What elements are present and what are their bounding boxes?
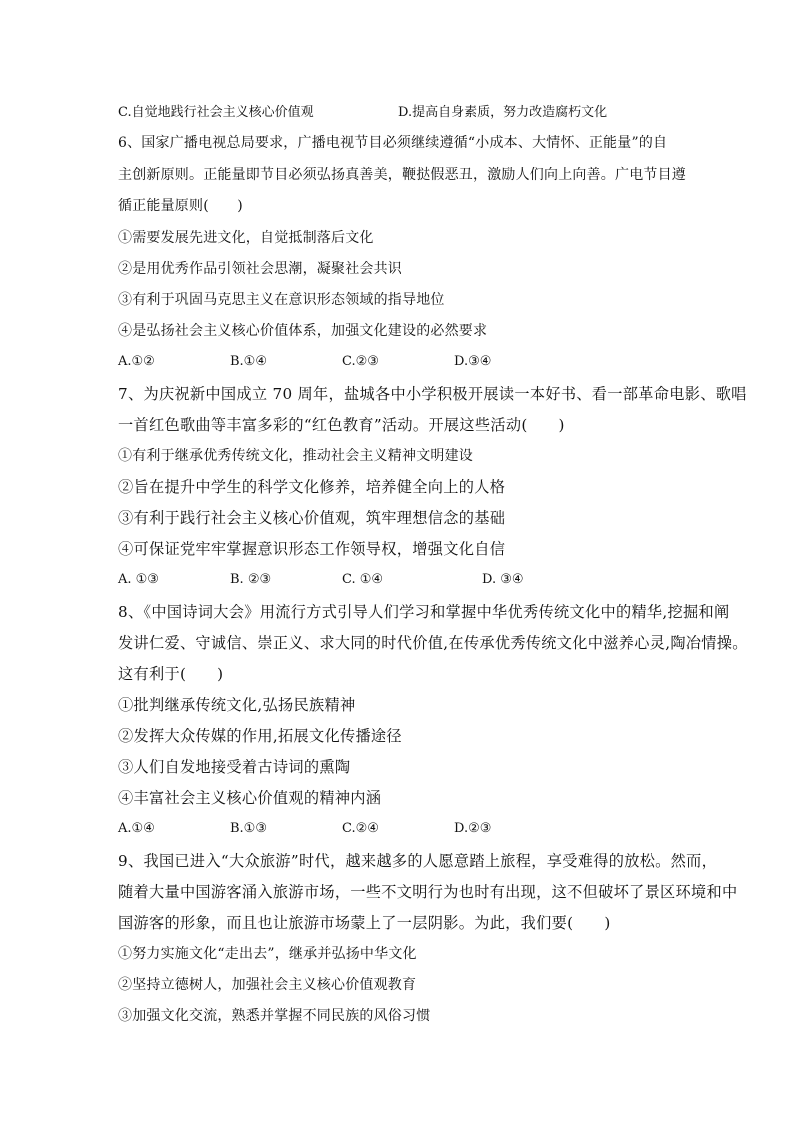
q6-option-c: C.②③ [342, 354, 379, 369]
q6-option-d: D.③④ [454, 354, 492, 369]
q9-item: ③加强文化交流，熟悉并掌握不同民族的风俗习惯 [118, 1008, 431, 1024]
prev-option-c: C.自觉地践行社会主义核心价值观 [118, 105, 314, 120]
q8-item: ②发挥大众传媒的作用,拓展文化传播途径 [118, 727, 402, 745]
q8-stem-line: 这有利于( ) [118, 665, 224, 683]
q7-option-b: B. ②③ [230, 572, 272, 587]
q9-item: ②坚持立德树人，加强社会主义核心价值观教育 [118, 977, 417, 993]
q6-stem-line: 主创新原则。正能量即节目必须弘扬真善美，鞭挞假恶丑，激励人们向上向善。广电节目遵 [118, 167, 686, 183]
q7-option-c: C. ①④ [342, 572, 384, 587]
q8-item: ④丰富社会主义核心价值观的精神内涵 [118, 789, 382, 807]
q6-option-b: B.①④ [230, 354, 267, 369]
q7-option-a: A. ①③ [118, 572, 159, 587]
q6-stem-line: 6、国家广播电视总局要求，广播电视节目必须继续遵循“小成本、大情怀、正能量”的自 [118, 135, 668, 151]
q8-option-b: B.①③ [230, 821, 267, 836]
q6-option-a: A.①② [118, 354, 155, 369]
q7-stem-line: 7、为庆祝新中国成立 70 周年，盐城各中小学积极开展读一本好书、看一部革命电影、歌唱 [118, 385, 747, 403]
q9-stem-line: 随着大量中国游客涌入旅游市场，一些不文明行为也时有出现，这不但破坏了景区环境和中 [118, 883, 738, 901]
q7-item: ①有利于继承优秀传统文化，推动社会主义精神文明建设 [118, 448, 473, 464]
q6-item: ③有利于巩固马克思主义在意识形态领域的指导地位 [118, 292, 445, 308]
q7-item: ④可保证党牢牢掌握意识形态工作领导权，增强文化自信 [118, 540, 506, 558]
prev-option-d: D.提高自身素质，努力改造腐朽文化 [398, 105, 608, 120]
q8-item: ③人们自发地接受着古诗词的熏陶 [118, 758, 351, 776]
q7-option-d: D. ③④ [482, 572, 524, 587]
q9-item: ①努力实施文化“走出去”，继承并弘扬中华文化 [118, 946, 417, 962]
q8-option-c: C.②④ [342, 821, 379, 836]
q6-item: ①需要发展先进文化，自觉抵制落后文化 [118, 230, 374, 246]
q8-stem-line: 发讲仁爱、守诚信、崇正义、求大同的时代价值,在传承优秀传统文化中滋养心灵,陶冶情操。 [118, 634, 748, 652]
q7-item: ③有利于践行社会主义核心价值观，筑牢理想信念的基础 [118, 509, 506, 527]
q7-stem-line: 一首红色歌曲等丰富多彩的“红色教育”活动。开展这些活动( ) [118, 416, 565, 434]
q9-stem-line: 9、我国已进入“大众旅游”时代，越来越多的人愿意踏上旅程，享受难得的放松。然而， [118, 852, 718, 870]
q8-option-d: D.②③ [454, 821, 492, 836]
q9-stem-line: 国游客的形象，而且也让旅游市场蒙上了一层阴影。为此，我们要( ) [118, 914, 611, 932]
q8-stem-line: 8、《中国诗词大会》用流行方式引导人们学习和掌握中华优秀传统文化中的精华,挖掘和阐 [118, 603, 730, 621]
q6-item: ②是用优秀作品引领社会思潮，凝聚社会共识 [118, 261, 402, 277]
q6-item: ④是弘扬社会主义核心价值体系，加强文化建设的必然要求 [118, 323, 488, 339]
q7-item: ②旨在提升中学生的科学文化修养，培养健全向上的人格 [118, 478, 506, 496]
q8-item: ①批判继承传统文化,弘扬民族精神 [118, 696, 356, 714]
q8-option-a: A.①④ [118, 821, 155, 836]
q6-stem-line: 循正能量原则( ) [118, 198, 243, 214]
